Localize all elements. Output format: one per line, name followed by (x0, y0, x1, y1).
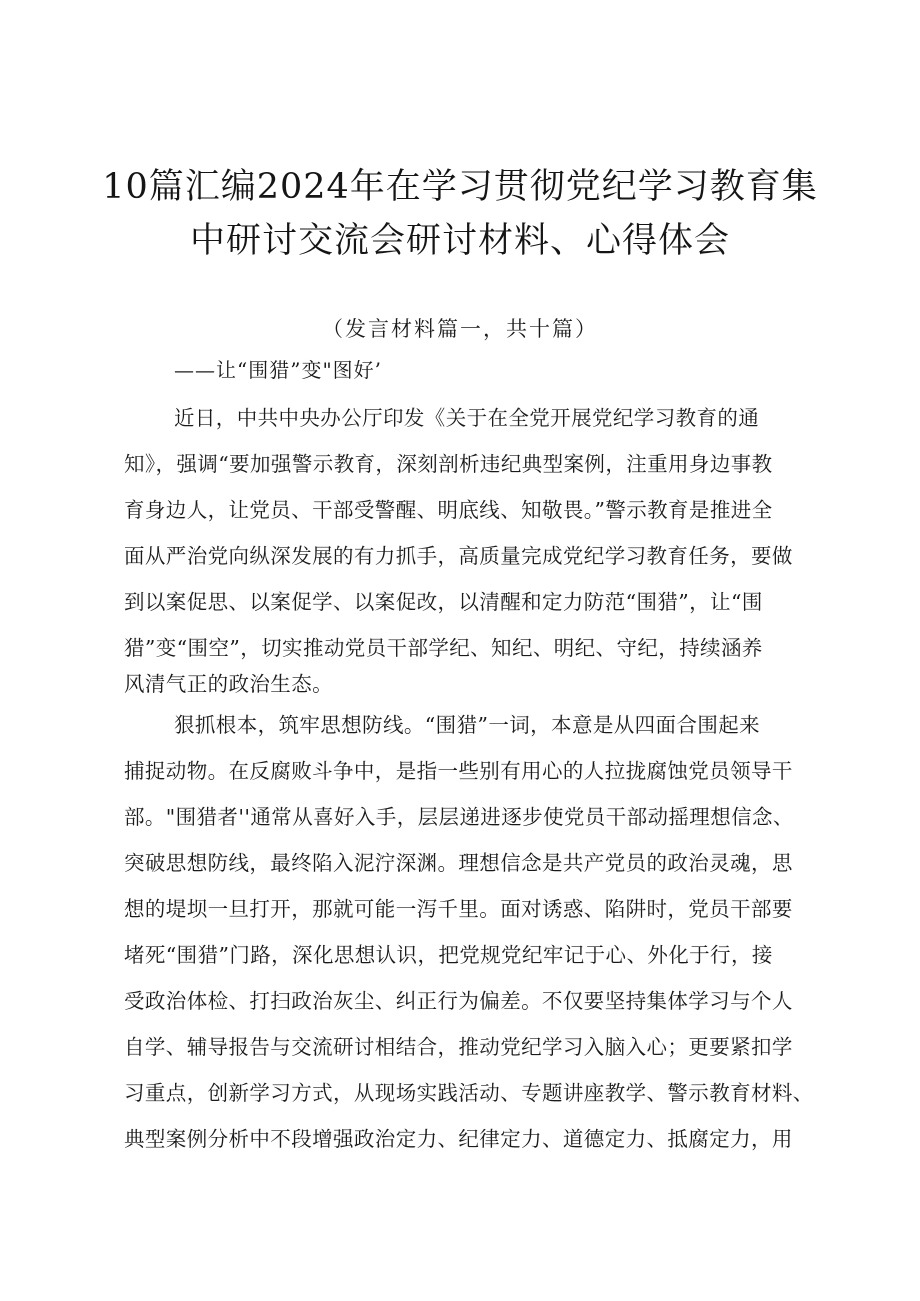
paragraph-2-line: 部。"围猎者''通常从喜好入手，层层递进逐步使党员干部动摇理想信念、 (124, 805, 794, 829)
paragraph-2-line: 狠抓根本，筑牢思想防线。“围猎”一词，本意是从四面合围起来 (174, 713, 761, 737)
document-title-line-1: 10篇汇编2024年在学习贯彻党纪学习教育集 (102, 167, 818, 207)
document-subtitle: （发言材料篇一，共十篇） (322, 317, 598, 341)
paragraph-1-line: 育身边人，让党员、干部受警醒、明底线、知敬畏。”警示教育是推进全 (124, 498, 773, 522)
paragraph-2-line: 典型案例分析中不段增强政治定力、纪律定力、道德定力、抵腐定力，用 (124, 1127, 793, 1151)
document-title-line-2: 中研讨交流会研讨材料、心得体会 (189, 221, 730, 261)
paragraph-1-line: 近日，中共中央办公厅印发《关于在全党开展党纪学习教育的通 (174, 406, 760, 430)
paragraph-1-line: 到以案促思、以案促学、以案促改，以清醒和定力防范“围猎”，让“围 (124, 590, 763, 614)
paragraph-2-line: 堵死“围猎”门路，深化思想认识，把党规党纪牢记于心、外化于行，接 (124, 943, 773, 967)
paragraph-1-line: 知》，强调“要加强警示教育，深刻剖析违纪典型案例，注重用身边事教 (124, 452, 773, 476)
paragraph-1-line: 猎”变“围空”，切实推动党员干部学纪、知纪、明纪、守纪，持续涵养 (124, 636, 763, 660)
paragraph-2-line: 受政治体检、打扫政治灰尘、纠正行为偏差。不仅要坚持集体学习与个人 (124, 989, 793, 1013)
paragraph-1-line: 面从严治党向纵深发展的有力抓手，高质量完成党纪学习教育任务，要做 (124, 544, 793, 568)
paragraph-2-line: 捕捉动物。在反腐败斗争中，是指一些别有用心的人拉拢腐蚀党员领导干 (124, 759, 793, 783)
document-slogan: ——让“围猎”变"图好’ (174, 358, 383, 382)
paragraph-2-line: 想的堤坝一旦打开，那就可能一泻千里。面对诱惑、陷阱时，党员干部要 (124, 897, 793, 921)
paragraph-2-line: 习重点，创新学习方式，从现场实践活动、专题讲座教学、警示教育材料、 (124, 1081, 814, 1105)
paragraph-1-line: 风清气正的政治生态。 (124, 672, 333, 696)
paragraph-2-line: 自学、辅导报告与交流研讨相结合，推动党纪学习入脑入心；更要紧扣学 (124, 1035, 793, 1059)
paragraph-2-line: 突破思想防线，最终陷入泥泞深渊。理想信念是共产党员的政治灵魂，思 (124, 851, 793, 875)
